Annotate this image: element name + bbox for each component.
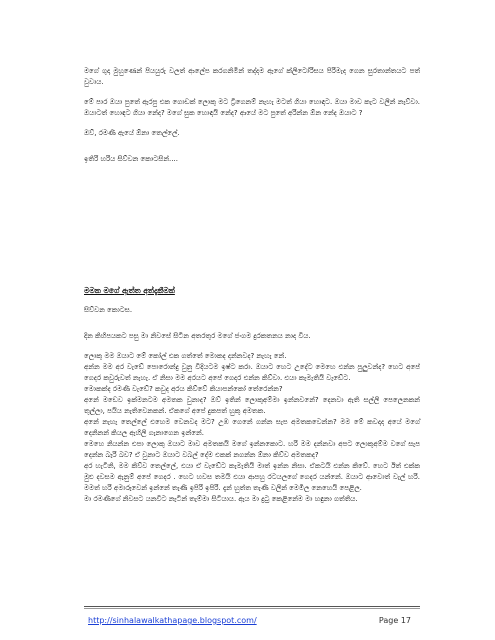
footer-blog-link[interactable]: http://sinhalawalkathapage.blogspot.com/ [88, 616, 257, 625]
dialogue-line: අනේ නැහැ තෙල්ලේ එහෙම වෙනවද මට? උඹ ගෙනේ ගන්න සැප අමතකවෙන්න? මම මේ කවදාද අයේ මගේ දෙනිනන් කියල ඇහිලි ගැනාගෙන ඉන්නේ. [84, 418, 420, 437]
paragraph: මේ පාර ඔයා පුතේ ඇරපු එක ගොඩක් ලොකු මට ට්‍රිගෙනම් නැහැ මටත් ගියා හොඳට. ඔයා මාව කැට වලින් නැව්වා. ඔයාටත් හොඳට ගියා නේද? මගේ සුක හොඳයි නේද? ආයේ මට පුතේ අරින්න ඕන නේද ඔයාට ? [84, 98, 420, 117]
page-number: Page 17 [378, 616, 411, 625]
dialogue-line: අන්න මම අර වැඩේ පොරොන්දු වුනු විදියටම ඉෂ්ට කරා. ඔයාට හෙට උදේට මෙහෙ එන්න පුලුවන්ද? හෙට අපේ ගෙදර කවුරුවත් නැහැ. ඒ නිසා මම අරයට අපේ ගෙදර එන්න කිව්වා. එයා කැමැතියි වැඩේට. [84, 363, 420, 382]
paragraph: ඉතිරි හරිය සිව්වන කොටසින්.... [84, 155, 178, 163]
dialogue-line: අනේ මඩෙව ඉක්මනටම අමතක වුනාද? ඔව් ඉතින් ලොකුඅම්මා ඉන්නවනේ? දෙනවා ඇති සල්ලි පෙලෙනකන් තුල්ලා, පයිය නැතිවෙනකන්. ඒකගේ අපේ දුකපත් හුකු අමතක. [84, 396, 420, 415]
dialogue-line: මා රමණීගේ නිවසට යනවිට නැටින් තැම්මා සිටියාය. ඇය මා දුටු කෙළිනේම මා හඳුනා ගත්තිය. [84, 495, 358, 503]
dialogue-line: ලොකු මම ඔයාට මේ කෝල් එක ගත්තේ මොකද දන්නවද? නැහැ නේ. [84, 352, 287, 360]
paragraph: ඔව්, රමණී ඇයේ ඕනා තෙල්ලේ. [84, 129, 180, 137]
dialogue-line: අර හැටිනි, මම කිව්ව තෙල්ලේ, එයා ඒ වැඩේට කැමැතියි මාත් ඉන්න නිසා. ඒකටයි එන්න කිවේ. හෙට ඊත් එක්ක මුළු දවසම ඇනුම් අපේ ගෙදර . හෙට හවස තමයි එයා ආපහු රටයලගේ ගෙදර යන්නේ. ඔයාට ආවොත් වැල් හරි. මමත් හරි අමාරුවෙන් ඉන්නේ තැණි ඉපිරි ඉපිරි. දැන් හුත්ත තැණි වලින් මෙමිල නෙහෙයි පෙළිල. [84, 462, 420, 492]
page-content [84, 66, 420, 505]
section-subtitle: සිව්වන කොටස. [84, 306, 133, 314]
dialogue-line: මොකක්ද රමණී වැඩේ? කවුද අරය කිව්වේ කියාපන්කෝ තේරෙන්න? [84, 385, 283, 393]
footer-divider-thin [84, 608, 420, 609]
footer-divider [84, 606, 420, 607]
dialogue-line: මෙහෙ නියන්න එපා ලොකු ඔයාට මාව අමතකයි මගේ ඉන්නකොට. හරි මම දන්නවා අපට ලොකුඅම්ම වගේ සැප දෙන්න බැරි බව? ඒ වුනාට ඔයාට වබල් දේම එකක් නගන්න ඕනා කිව්ව අමතකද? [84, 440, 420, 459]
intro-line: දින කිහිපයකට පසු මා නිවසේ සිටින අතරතුර මගේ ජංගම දුරකතනය නාද විය. [84, 332, 311, 340]
section-heading: මමක මගේ ඇත්ත අත්දැකීමක් [84, 286, 175, 295]
paragraph: මගේ ගුදා මුහුණෙන් පියයුරු වලත් ආලේප කරගනිමින් තද්දම ඇගේ ක්ලිටෝරිසය පිරිමැද ගෙන සුරතාන්තයට පත් වුවාය. [84, 67, 420, 86]
